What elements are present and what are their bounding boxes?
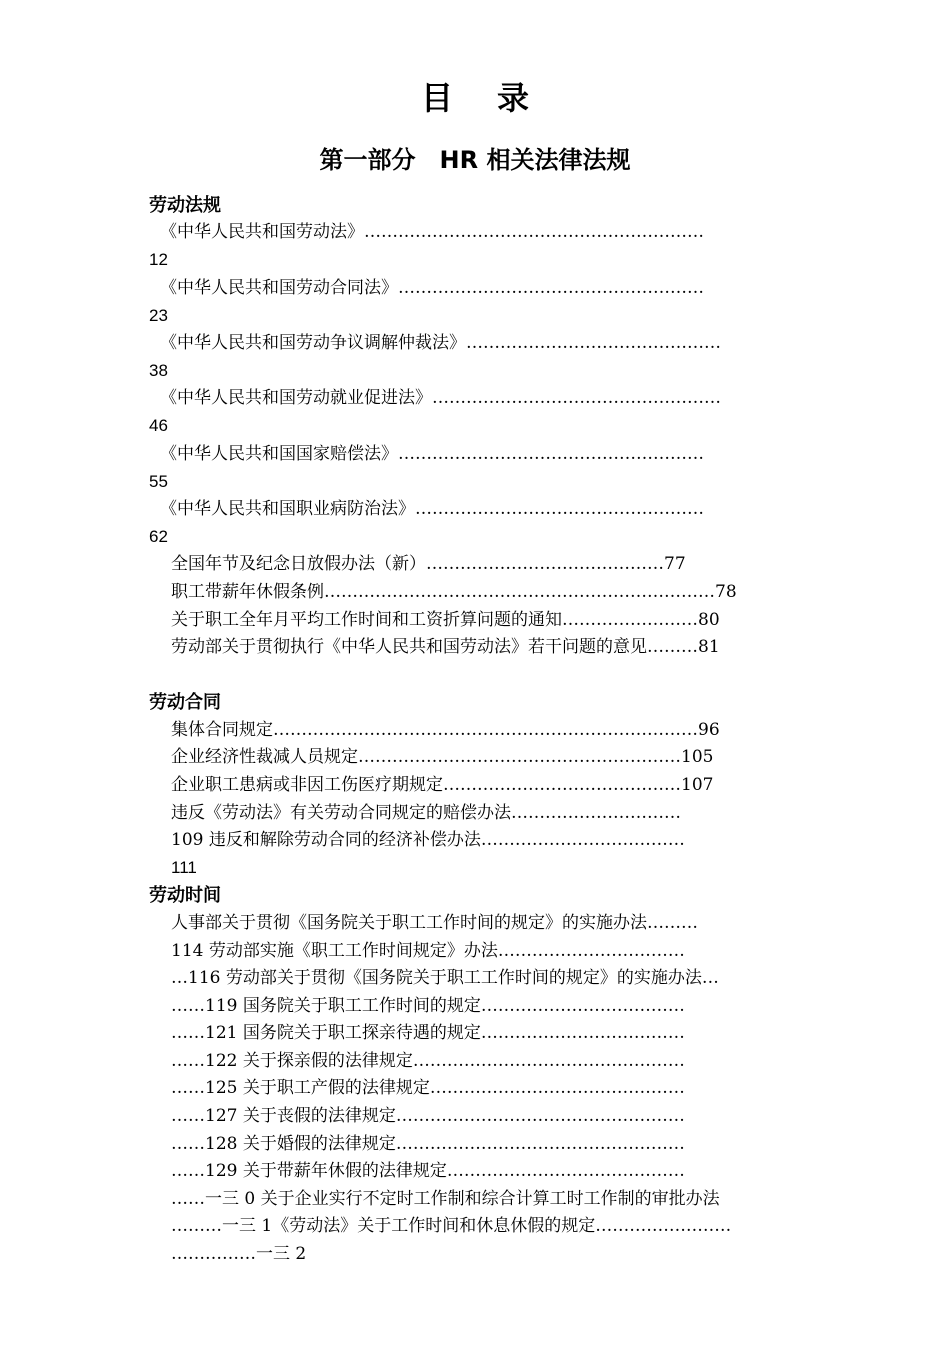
toc-line[interactable]: 109 违反和解除劳动合同的经济补偿办法……………………………… [171,830,685,850]
title-char-right: 录 [497,79,530,117]
section-heading: 劳动合同 [149,692,221,713]
toc-line[interactable]: ……129 关于带薪年休假的法律规定…………………………………… [171,1161,685,1181]
toc-line[interactable]: 职工带薪年休假条例……………………………………………………………78 [171,582,737,602]
toc-line[interactable]: 《中华人民共和国劳动就业促进法》…………………………………………… [160,388,721,408]
toc-line[interactable]: 集体合同规定…………………………………………………………………96 [171,720,720,740]
toc-line[interactable]: ……128 关于婚假的法律规定…………………………………………… [171,1134,685,1154]
toc-line[interactable]: 劳动部关于贯彻执行《中华人民共和国劳动法》若干问题的意见………81 [171,637,720,657]
toc-line[interactable]: 企业职工患病或非因工伤医疗期规定……………………………………107 [171,775,714,795]
toc-line[interactable]: ……127 关于丧假的法律规定…………………………………………… [171,1106,685,1126]
toc-line[interactable]: 企业经济性裁减人员规定…………………………………………………105 [171,747,714,767]
toc-line[interactable]: 《中华人民共和国劳动法》…………………………………………………… [160,222,704,242]
toc-line[interactable]: 关于职工全年月平均工作时间和工资折算问题的通知……………………80 [171,610,720,630]
toc-page-number: 55 [149,472,168,491]
toc-line[interactable]: 全国年节及纪念日放假办法（新）……………………………………77 [171,554,686,574]
toc-line[interactable]: 违反《劳动法》有关劳动合同规定的赔偿办法………………………… [171,803,681,823]
toc-page-number: 38 [149,361,168,380]
title-char-left: 目 [420,79,453,117]
toc-line[interactable]: 《中华人民共和国劳动争议调解仲裁法》……………………………………… [160,333,721,353]
toc-page-number: 12 [149,250,168,269]
toc-page-number: 62 [149,527,168,546]
toc-line[interactable]: ……125 关于职工产假的法律规定……………………………………… [171,1078,685,1098]
toc-line[interactable]: 《中华人民共和国劳动合同法》……………………………………………… [160,278,704,298]
section-heading: 劳动时间 [149,885,221,906]
toc-line[interactable]: ……一三 0 关于企业实行不定时工作制和综合计算工时工作制的审批办法 [171,1189,720,1209]
toc-line[interactable]: ……119 国务院关于职工工作时间的规定……………………………… [171,996,685,1016]
section-heading: 劳动法规 [149,195,221,216]
toc-page-number: 23 [149,306,168,325]
toc-line[interactable]: ……122 关于探亲假的法律规定………………………………………… [171,1051,685,1071]
toc-line[interactable]: 《中华人民共和国国家赔偿法》……………………………………………… [160,444,704,464]
part-title: 第一部分 HR 相关法律法规 [319,146,631,174]
page-title [0,73,950,119]
toc-page-number: 46 [149,416,168,435]
toc-line[interactable]: ……121 国务院关于职工探亲待遇的规定……………………………… [171,1023,685,1043]
toc-line[interactable]: ………一三 1《劳动法》关于工作时间和休息休假的规定…………………… [171,1216,732,1236]
toc-line[interactable]: ……………一三 2 [171,1244,307,1264]
toc-line[interactable]: 人事部关于贯彻《国务院关于职工工作时间的规定》的实施办法……… [171,913,698,933]
toc-line[interactable]: …116 劳动部关于贯彻《国务院关于职工工作时间的规定》的实施办法… [171,968,719,988]
toc-line[interactable]: 《中华人民共和国职业病防治法》…………………………………………… [160,499,704,519]
toc-line[interactable]: 114 劳动部实施《职工工作时间规定》办法…………………………… [171,941,685,961]
toc-page-number: 111 [171,858,197,877]
